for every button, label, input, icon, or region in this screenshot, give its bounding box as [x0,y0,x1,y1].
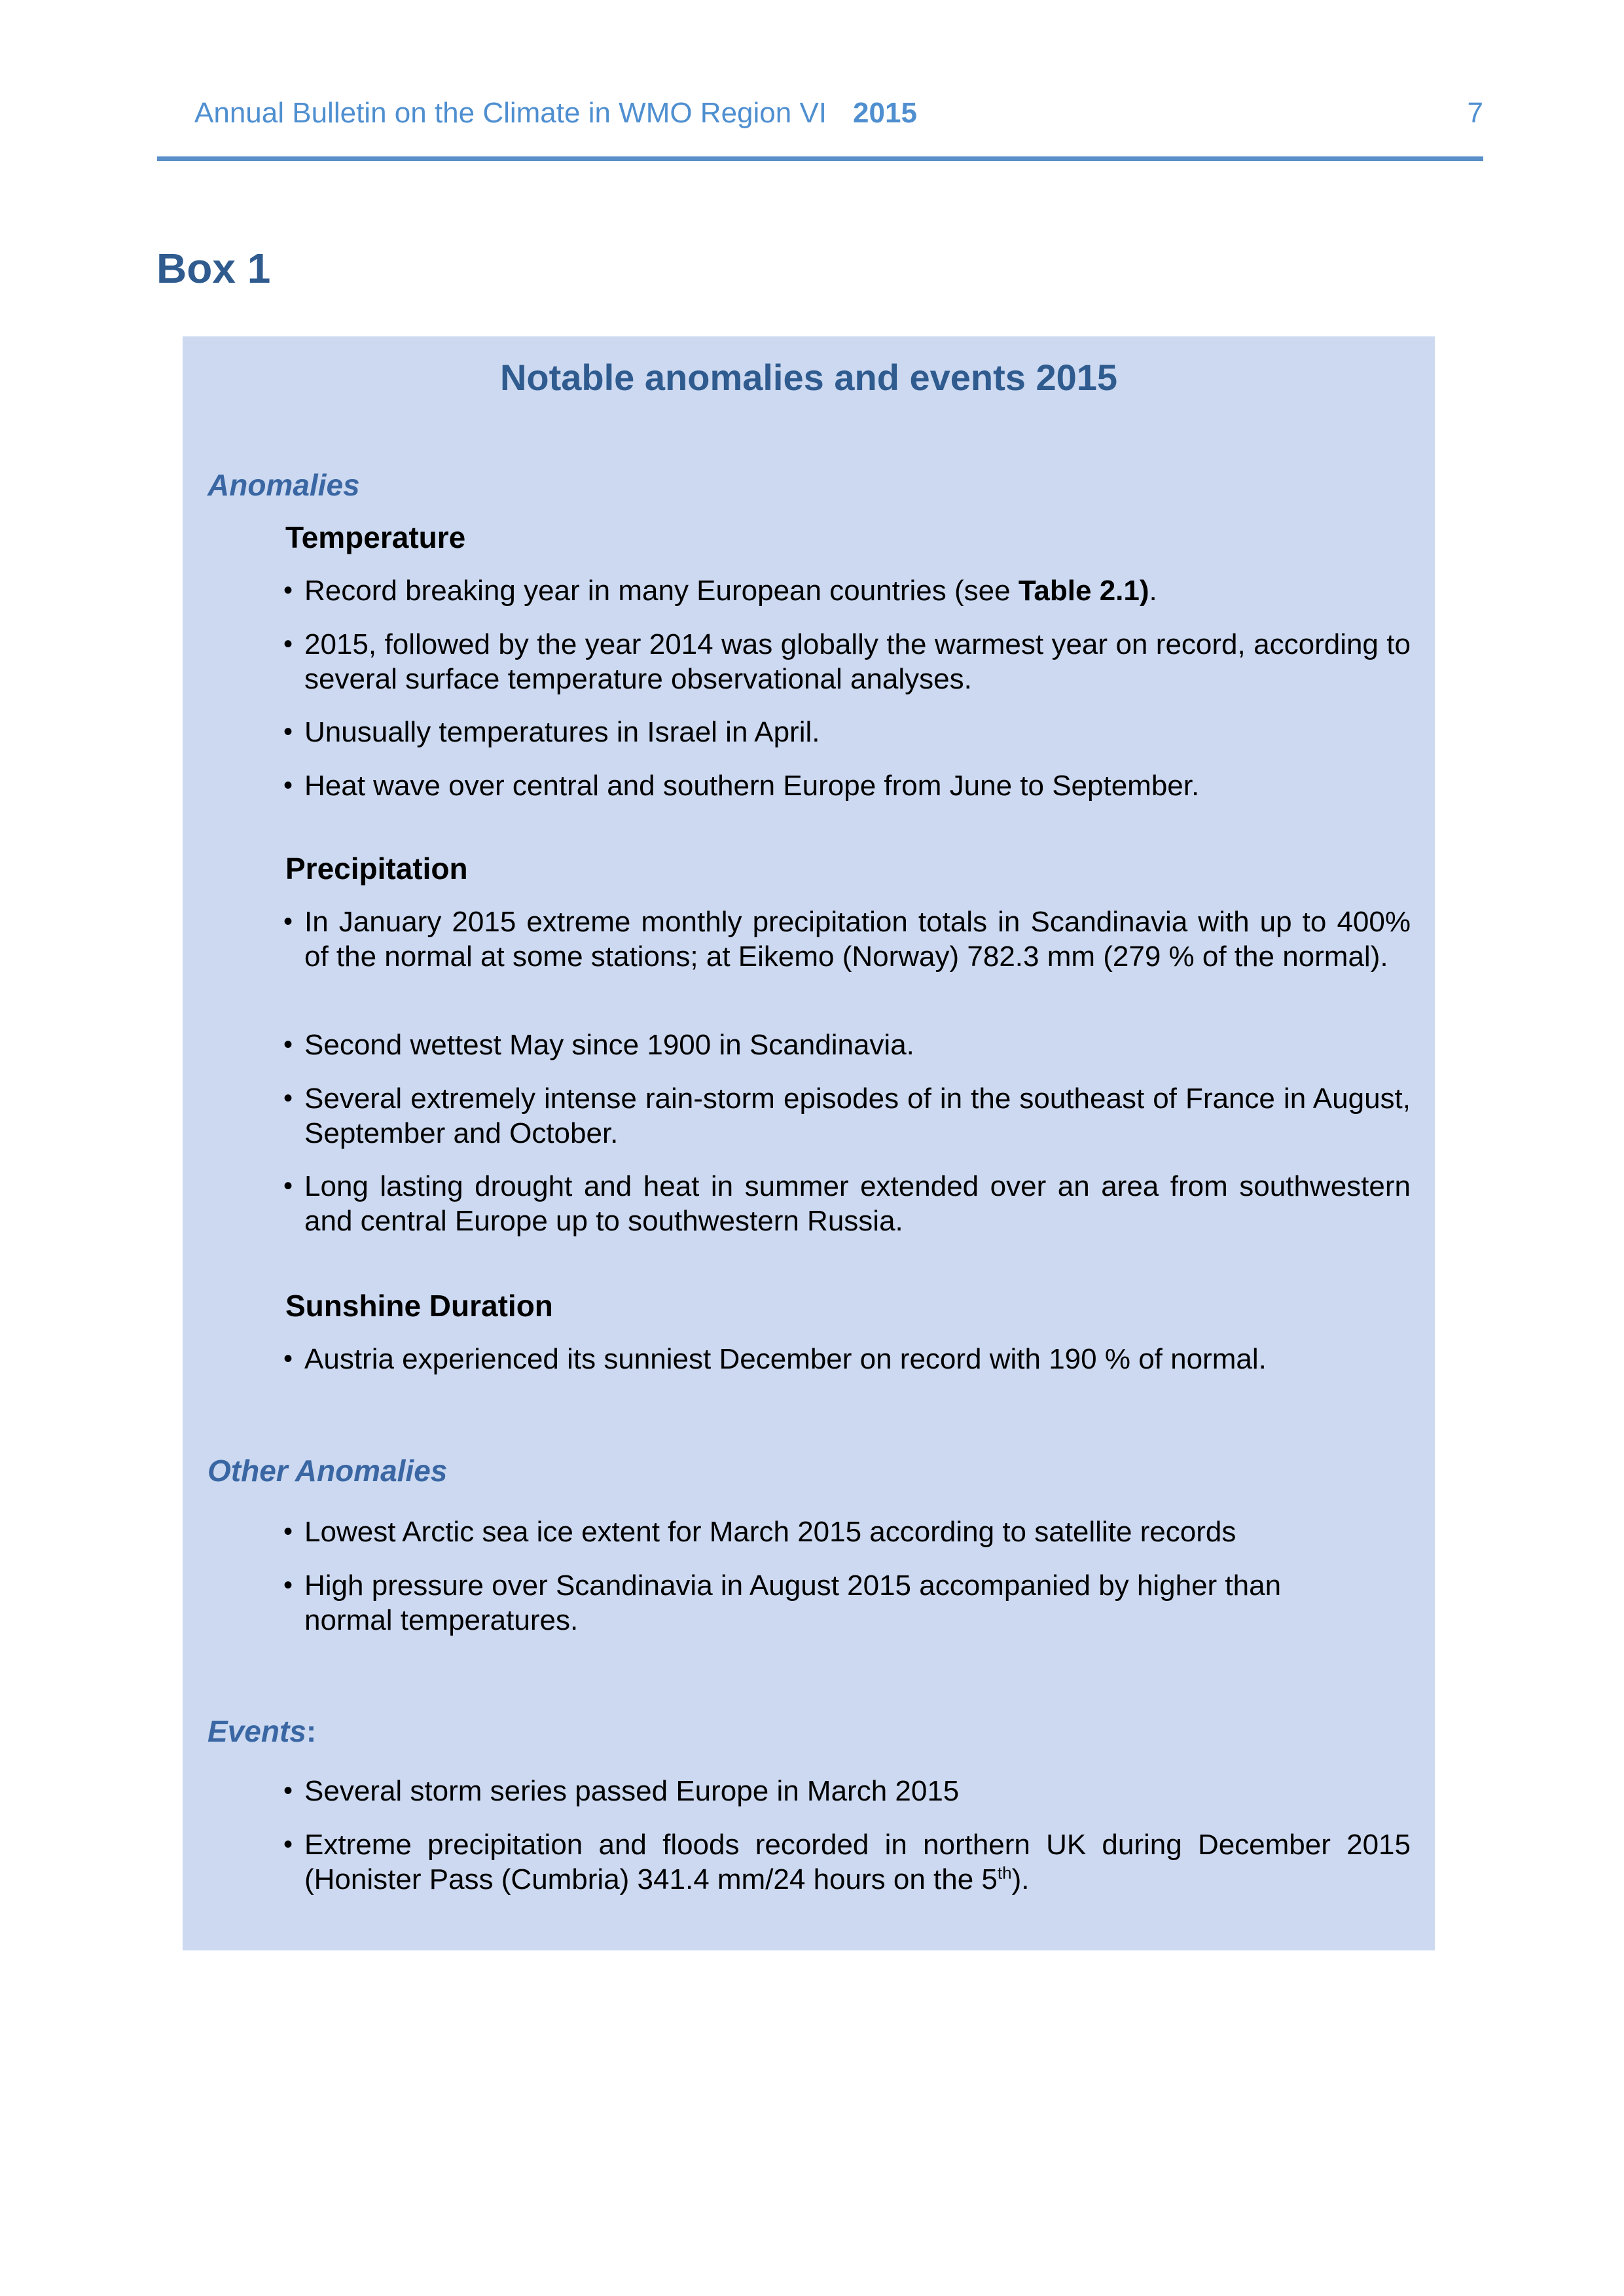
bullet-icon: • [283,1830,293,1859]
sunshine-duration-heading: Sunshine Duration [285,1289,553,1323]
bullet-icon: • [283,1030,293,1059]
bullet-icon: • [283,1517,293,1546]
bullet-icon: • [283,1172,293,1200]
bullet-icon: • [283,907,293,936]
box-title: Notable anomalies and events 2015 [499,357,1118,398]
events-heading: Events: [208,1714,317,1748]
running-title [194,97,917,130]
bulletin-year: 2015 [853,97,917,129]
list-item [283,768,1411,803]
list-item-text: Second wettest May since 1900 in Scandinavia. [304,1029,914,1061]
list-item-text: Several extremely intense rain-storm episodes of in the southeast of France in August, September and October. [304,1083,1411,1149]
notable-events-box [183,336,1435,1950]
list-item-text: 2015, followed by the year 2014 was globally the warmest year on record, according to several surface temperature observational analyses. [304,628,1411,695]
precipitation-heading: Precipitation [285,852,468,886]
bullet-icon: • [283,717,293,746]
list-item [283,1827,1411,1897]
list-item-text: High pressure over Scandinavia in August 2015 accompanied by higher than normal temperatures. [304,1570,1282,1636]
bullet-icon: • [283,1571,293,1600]
list-item-text: Unusually temperatures in Israel in April. [304,716,820,748]
list-item-text: In January 2015 extreme monthly precipitation totals in Scandinavia with up to 400% of the normal at some stations; at Eikemo (Norway) 782.3 mm (279 % of the normal). [304,906,1411,973]
list-item [283,1568,1312,1638]
list-item [283,627,1411,696]
list-item [283,573,1411,608]
list-item [283,1774,1411,1808]
list-item-text: Lowest Arctic sea ice extent for March 2015 according to satellite records [304,1516,1236,1548]
bullet-icon: • [283,576,293,605]
list-item [283,1081,1411,1151]
bullet-icon: • [283,771,293,800]
page-number: 7 [1467,97,1483,129]
list-item-text: Heat wave over central and southern Europe from June to September. [304,770,1200,802]
bullet-icon: • [283,630,293,658]
bullet-icon: • [283,1084,293,1113]
list-item-text: Several storm series passed Europe in March 2015 [304,1775,960,1807]
list-item [283,1342,1411,1376]
list-item [283,715,1411,749]
list-item [283,1169,1411,1238]
bullet-icon: • [283,1344,293,1373]
list-item [283,1515,1411,1549]
box-label: Box 1 [156,245,271,292]
list-item [283,905,1411,974]
list-item-text: Record breaking year in many European countries (see Table 2.1). [304,575,1157,607]
bullet-icon: • [283,1776,293,1805]
temperature-heading: Temperature [285,520,466,554]
list-item-text: Extreme precipitation and floods recorded in northern UK during December 2015 (Honister Pass (Cumbria) 341.4 mm/24 hours on the 5th). [304,1829,1411,1895]
list-item [283,1028,1411,1062]
list-item-text: Long lasting drought and heat in summer extended over an area from southwestern and central Europe up to southwestern Russia. [304,1170,1411,1237]
table-reference: Table 2.1) [1018,575,1149,607]
page-header [157,0,1483,161]
anomalies-heading: Anomalies [208,468,360,502]
bulletin-title: Annual Bulletin on the Climate in WMO Region VI [194,97,827,129]
list-item-text: Austria experienced its sunniest December on record with 190 % of normal. [304,1343,1267,1375]
other-anomalies-heading: Other Anomalies [208,1454,448,1488]
